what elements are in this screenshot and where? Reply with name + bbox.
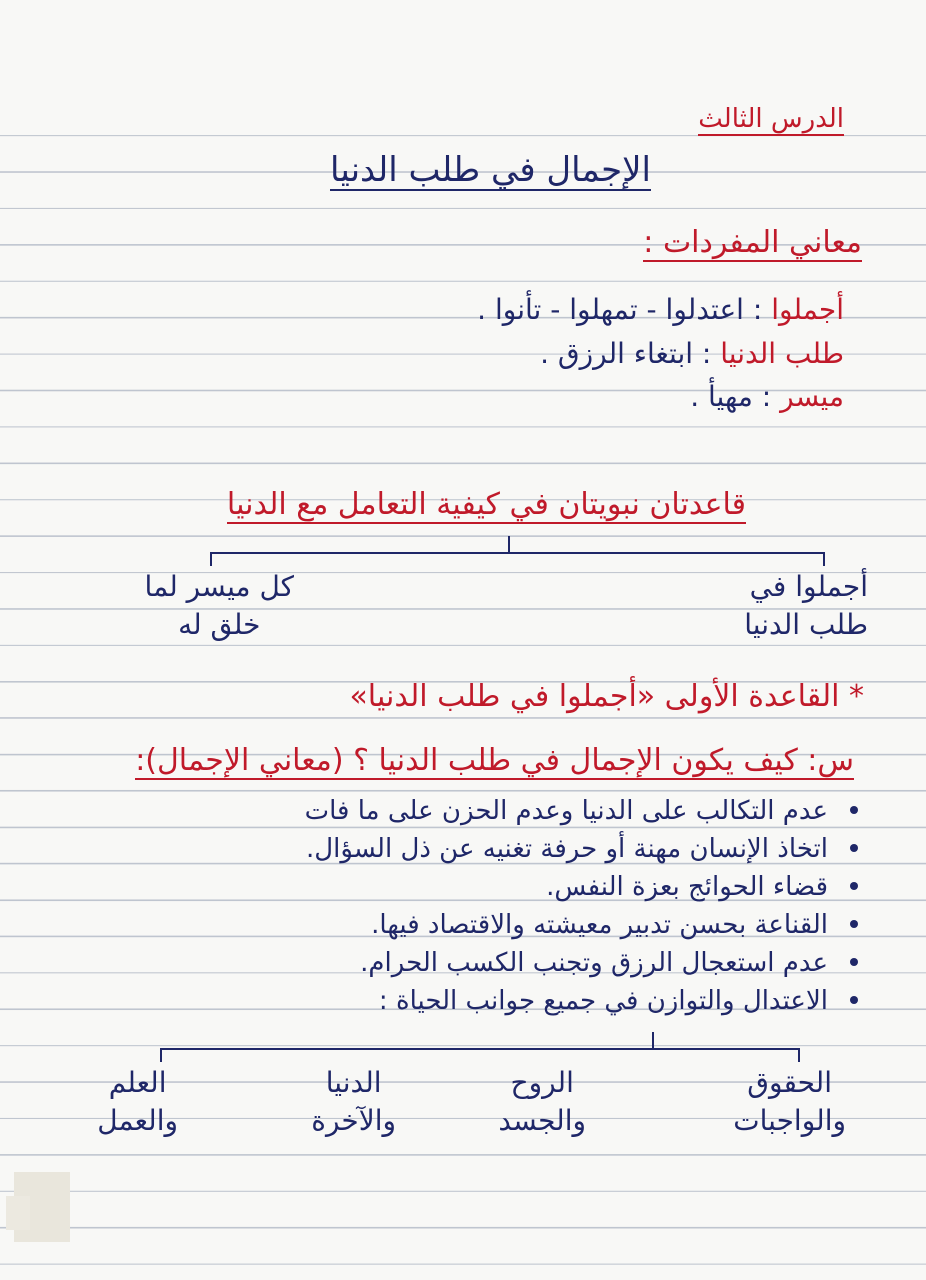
vocabulary-meaning: مهيأ . [690,380,753,413]
question-heading: س: كيف يكون الإجمال في طلب الدنيا ؟ (معاني الإجمال): [135,743,854,778]
list-item: الاعتدال والتوازن في جميع جوانب الحياة : [305,982,828,1020]
rule-branch-left [145,568,294,644]
bullet-icon [850,844,858,852]
vocabulary-item: طلب الدنيا : ابتغاء الرزق . [540,337,844,370]
bullet-icon [850,806,858,814]
points-list [305,792,828,1020]
bullet-icon [850,920,858,928]
list-item: القناعة بحسن تدبير معيشته والاقتصاد فيها. [305,906,828,944]
bullet-icon [850,882,858,890]
list-item: عدم استعجال الرزق وتجنب الكسب الحرام. [305,944,828,982]
balance-item: الحقوق والواجبات [733,1066,846,1137]
vocabulary-item: أجملوا : اعتدلوا - تمهلوا - تأنوا . [477,293,844,326]
list-item: قضاء الحوائج بعزة النفس. [305,868,828,906]
lesson-title: الإجمال في طلب الدنيا [329,150,651,190]
paper-corner-mark [14,1172,70,1242]
bullet-icon [850,958,858,966]
rules-bracket [210,552,825,554]
branch-line: خلق له [178,607,261,641]
balance-item: الدنيا والآخرة [311,1066,396,1137]
bullet-icon [850,996,858,1004]
vocabulary-word: طلب الدنيا [720,337,844,370]
branch-line: كل ميسر لما [144,570,294,603]
branch-line: طلب الدنيا [744,607,868,641]
lesson-number: الدرس الثالث [698,104,844,134]
vocabulary-item: ميسر : مهيأ . [690,380,844,413]
asterisk-icon: * [849,679,864,714]
page-top-margin [0,0,926,100]
first-rule-text: القاعدة الأولى «أجملوا في طلب الدنيا» [349,679,840,714]
list-item: عدم التكالب على الدنيا وعدم الحزن على ما فات [305,792,828,830]
vocabulary-heading: معاني المفردات : [643,225,862,260]
balance-bracket [160,1048,800,1050]
rules-heading: قاعدتان نبويتان في كيفية التعامل مع الدنيا [226,487,746,522]
rule-branch-right [744,568,868,644]
branch-line: أجملوا في [749,570,868,603]
vocabulary-meaning: اعتدلوا - تمهلوا - تأنوا . [477,293,744,326]
list-item: اتخاذ الإنسان مهنة أو حرفة تغنيه عن ذل السؤال. [305,830,828,868]
balance-item: العلم والعمل [97,1066,178,1137]
vocabulary-meaning: ابتغاء الرزق . [540,337,694,370]
balance-item: الروح والجسد [498,1066,586,1137]
vocabulary-word: أجملوا [771,293,844,326]
first-rule-heading [349,679,864,714]
vocabulary-word: ميسر [780,380,844,413]
